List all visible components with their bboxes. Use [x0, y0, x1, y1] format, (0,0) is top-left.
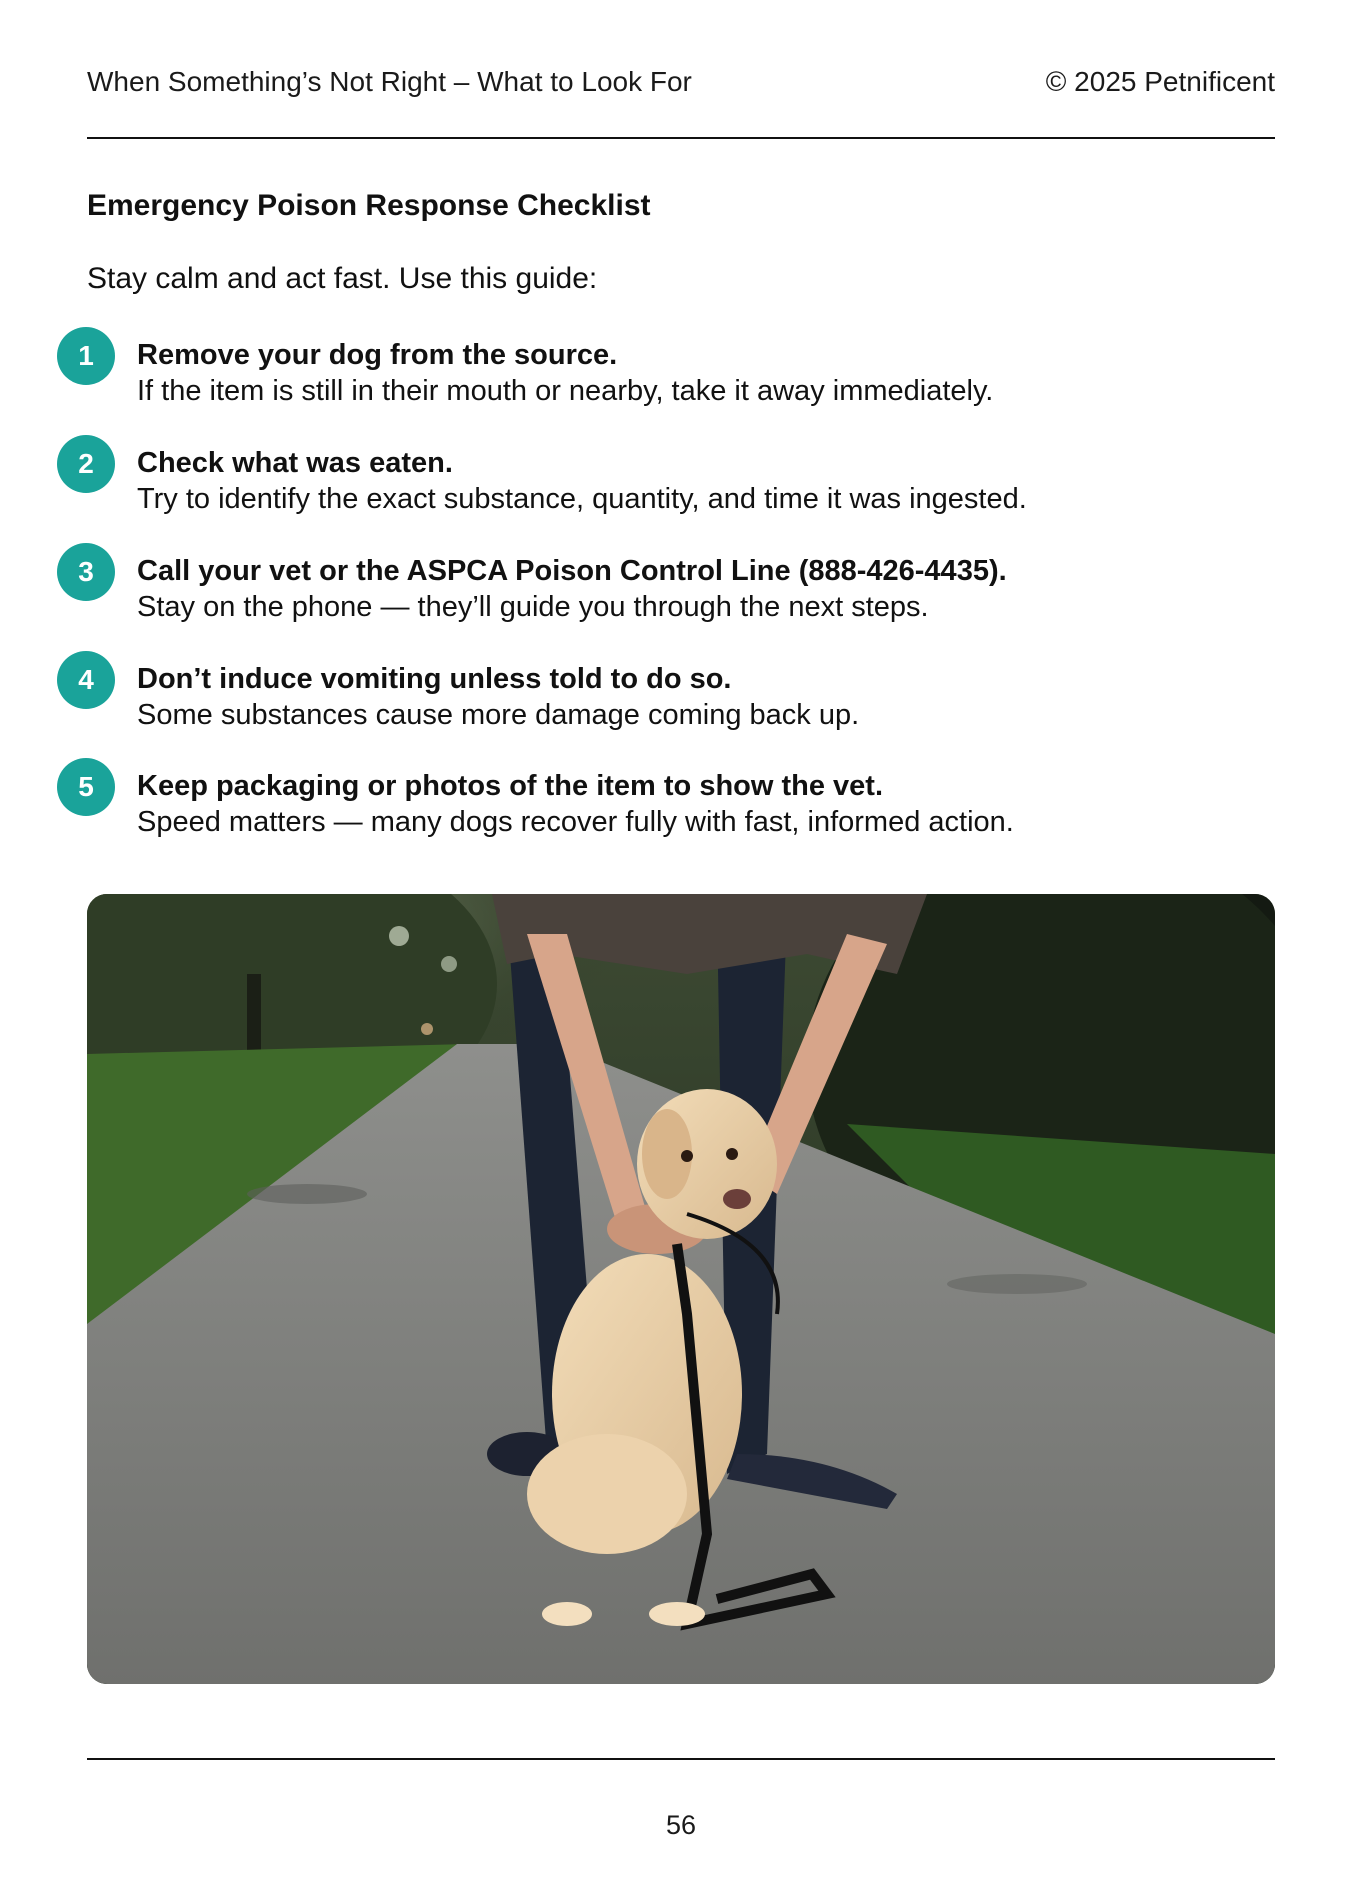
checklist-step	[57, 327, 1287, 407]
page-header	[87, 62, 1275, 102]
step-description: Try to identify the exact substance, quantity, and time it was ingested.	[137, 483, 1027, 515]
step-description: Stay on the phone — they’ll guide you through the next steps.	[137, 591, 929, 623]
step-description: Speed matters — many dogs recover fully with fast, informed action.	[137, 806, 1014, 838]
section-intro: Stay calm and act fast. Use this guide:	[87, 262, 598, 295]
step-number-badge: 1	[57, 327, 115, 385]
footer-divider	[87, 1758, 1275, 1760]
checklist-step	[57, 651, 1287, 731]
step-number-badge: 2	[57, 435, 115, 493]
chapter-title: When Something’s Not Right – What to Look For	[87, 66, 692, 97]
step-number-badge: 4	[57, 651, 115, 709]
checklist-step	[57, 543, 1287, 623]
section-title: Emergency Poison Response Checklist	[87, 189, 651, 222]
step-description: Some substances cause more damage coming back up.	[137, 699, 860, 731]
step-title: Remove your dog from the source.	[137, 339, 618, 371]
page-number: 56	[665, 1810, 697, 1840]
step-title: Keep packaging or photos of the item to show the vet.	[137, 770, 884, 802]
copyright-notice: © 2025 Petnificent	[1045, 66, 1275, 97]
step-description: If the item is still in their mouth or nearby, take it away immediately.	[137, 375, 994, 407]
step-title: Call your vet or the ASPCA Poison Control Line (888-426-4435).	[137, 555, 1007, 587]
step-title: Don’t induce vomiting unless told to do so.	[137, 663, 732, 695]
header-divider	[87, 137, 1275, 139]
dog-owner-photo	[87, 894, 1275, 1684]
step-number-badge: 3	[57, 543, 115, 601]
checklist-step	[57, 435, 1287, 515]
photo-illustration	[87, 894, 1275, 1684]
step-number-badge: 5	[57, 758, 115, 816]
step-title: Check what was eaten.	[137, 447, 453, 479]
checklist-step	[57, 758, 1287, 838]
